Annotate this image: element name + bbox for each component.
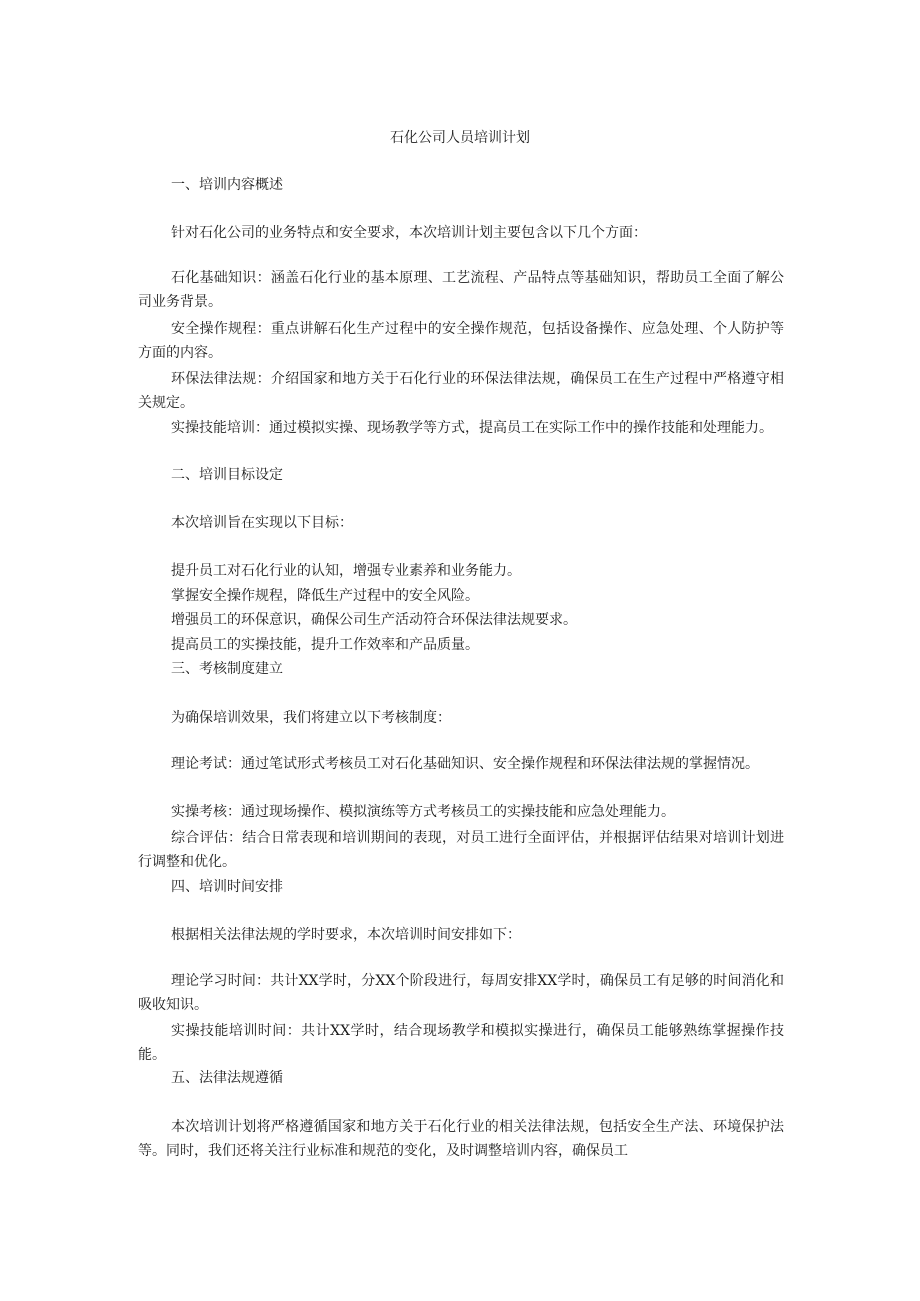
list-item: 环保法律法规：介绍国家和地方关于石化行业的环保法律法规，确保员工在生产过程中严格遵守相关规定。 <box>138 371 784 411</box>
list-item: 石化基础知识：涵盖石化行业的基本原理、工艺流程、产品特点等基础知识，帮助员工全面了解公司业务背景。 <box>138 270 784 310</box>
section-heading: 一、培训内容概述 <box>171 177 283 193</box>
section-heading: 四、培训时间安排 <box>171 879 283 895</box>
section-intro: 本次培训旨在实现以下目标： <box>171 515 353 531</box>
section-heading: 五、法律法规遵循 <box>171 1070 283 1086</box>
list-item: 安全操作规程：重点讲解石化生产过程中的安全操作规范，包括设备操作、应急处理、个人防护等方面的内容。 <box>138 321 784 361</box>
list-item: 理论考试：通过笔试形式考核员工对石化基础知识、安全操作规程和环保法律法规的掌握情况。 <box>171 756 759 772</box>
section-intro: 根据相关法律法规的学时要求，本次培训时间安排如下： <box>171 927 521 943</box>
list-item: 实操考核：通过现场操作、模拟演练等方式考核员工的实操技能和应急处理能力。 <box>171 804 675 820</box>
body-paragraph: 本次培训计划将严格遵循国家和地方关于石化行业的相关法律法规，包括安全生产法、环境保护法等。同时，我们还将关注行业标准和规范的变化，及时调整培训内容，确保员工 <box>138 1119 784 1159</box>
list-item: 综合评估：结合日常表现和培训期间的表现，对员工进行全面评估，并根据评估结果对培训计划进行调整和优化。 <box>138 830 784 870</box>
list-item: 实操技能培训：通过模拟实操、现场教学等方式，提高员工在实际工作中的操作技能和处理能力。 <box>171 420 773 436</box>
list-item: 提高员工的实操技能，提升工作效率和产品质量。 <box>171 637 479 653</box>
section-heading: 三、考核制度建立 <box>171 661 283 677</box>
list-item: 掌握安全操作规程，降低生产过程中的安全风险。 <box>171 588 479 604</box>
section-intro: 为确保培训效果，我们将建立以下考核制度： <box>171 710 451 726</box>
list-item: 提升员工对石化行业的认知，增强专业素养和业务能力。 <box>171 563 521 579</box>
section-heading: 二、培训目标设定 <box>171 467 283 483</box>
list-item: 实操技能培训时间：共计XX学时，结合现场教学和模拟实操进行，确保员工能够熟练掌握操作技能。 <box>138 1023 784 1063</box>
list-item: 理论学习时间：共计XX学时，分XX个阶段进行，每周安排XX学时，确保员工有足够的时间消化和吸收知识。 <box>138 973 784 1013</box>
document-title: 石化公司人员培训计划 <box>390 130 530 146</box>
section-intro: 针对石化公司的业务特点和安全要求，本次培训计划主要包含以下几个方面： <box>171 225 647 241</box>
list-item: 增强员工的环保意识，确保公司生产活动符合环保法律法规要求。 <box>171 612 577 628</box>
